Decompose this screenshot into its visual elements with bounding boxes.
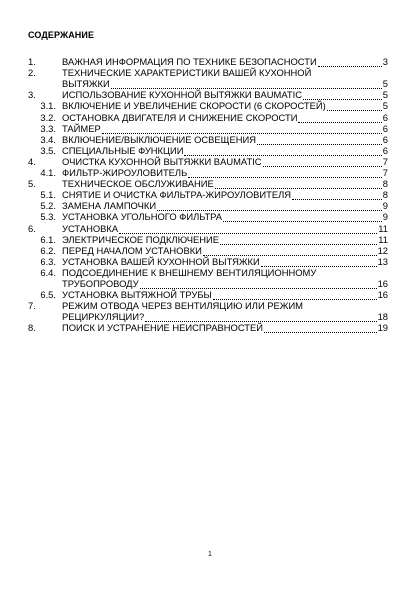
toc-entry-page: 18 xyxy=(377,311,388,323)
toc-entry-line xyxy=(62,223,388,234)
dot-leader xyxy=(263,158,382,167)
toc-entry-line xyxy=(62,234,388,245)
toc-entry-line xyxy=(62,200,388,211)
dot-leader xyxy=(111,80,382,89)
toc-entry-number: 3.2. xyxy=(40,111,56,123)
toc-entry-line xyxy=(62,89,388,100)
toc-entry-page: 6 xyxy=(382,144,388,156)
toc-entry-number: 6. xyxy=(28,222,36,234)
toc-entry-title: УСТАНОВКА УГОЛЬНОГО ФИЛЬТРА xyxy=(62,211,223,223)
toc-entry-number: 6.5. xyxy=(40,289,56,301)
toc-entry-title: ОСТАНОВКА ДВИГАТЕЛЯ И СНИЖЕНИЕ СКОРОСТИ xyxy=(62,111,298,123)
page-title: СОДЕРЖАНИЕ xyxy=(28,30,95,40)
toc-entry-line xyxy=(62,300,388,311)
toc-entry-page: 6 xyxy=(382,111,388,123)
toc-entry-number: 5.2. xyxy=(40,200,56,212)
toc-entry-title: ПОДСОЕДИНЕНИЕ К ВНЕШНЕМУ ВЕНТИЛЯЦИОННОМУ xyxy=(62,266,317,278)
toc-entry-title: СПЕЦИАЛЬНЫЕ ФУНКЦИИ xyxy=(62,144,184,156)
toc-entry-title: УСТАНОВКА xyxy=(62,222,119,234)
dot-leader xyxy=(157,202,382,211)
toc-entry-page: 8 xyxy=(382,189,388,201)
toc-entry-number: 5.1. xyxy=(40,189,56,201)
dot-leader xyxy=(140,280,377,289)
dot-leader xyxy=(223,213,382,222)
toc-entry-page: 16 xyxy=(377,289,388,301)
toc-entry-line xyxy=(62,167,388,178)
toc-entry-line xyxy=(62,67,388,78)
toc-entry-title: ПЕРЕД НАЧАЛОМ УСТАНОВКИ xyxy=(62,244,202,256)
dot-leader xyxy=(298,114,381,123)
toc-entry-line xyxy=(62,245,388,256)
toc-entry-page: 6 xyxy=(382,122,388,134)
toc-entry-line xyxy=(62,134,388,145)
toc-entry-page: 8 xyxy=(382,178,388,190)
toc-entry-line xyxy=(62,78,388,89)
dot-leader xyxy=(318,58,382,67)
toc-entry-page: 7 xyxy=(382,167,388,178)
toc-entry-number: 6.1. xyxy=(40,233,56,245)
toc-entry-number: 3.1. xyxy=(40,100,56,112)
toc-entry-title: СНЯТИЕ И ОЧИСТКА ФИЛЬТРА-ЖИРОУЛОВИТЕЛЯ xyxy=(62,189,292,201)
toc-entry-title: ПОИСК И УСТРАНЕНИЕ НЕИСПРАВНОСТЕЙ xyxy=(62,322,263,334)
toc-entry-line xyxy=(62,289,388,300)
toc-entry-line xyxy=(62,256,388,267)
dot-leader xyxy=(184,147,381,156)
page-number: 1 xyxy=(208,551,212,558)
toc-entry-line xyxy=(62,189,388,200)
toc-entry-page: 16 xyxy=(377,278,388,289)
toc-entry-page: 13 xyxy=(377,255,388,267)
dot-leader xyxy=(215,180,382,189)
toc-entry-line xyxy=(62,322,388,333)
dot-leader xyxy=(261,258,377,267)
toc-entry-number: 3.4. xyxy=(40,133,56,145)
toc-entry-title: ТРУБОПРОВОДУ xyxy=(62,278,139,289)
toc-entry-page: 12 xyxy=(377,244,388,256)
toc-entry-line xyxy=(62,178,388,189)
toc-entry-page: 5 xyxy=(382,89,388,101)
toc-entry-line xyxy=(62,311,388,322)
dot-leader xyxy=(220,236,377,245)
toc-entry-page: 7 xyxy=(382,155,388,167)
toc-entry-title: ВАЖНАЯ ИНФОРМАЦИЯ ПО ТЕХНИКЕ БЕЗОПАСНОСТИ xyxy=(62,56,317,67)
toc-entry-line xyxy=(62,112,388,123)
dot-leader xyxy=(203,247,377,256)
toc-entry-title: ТЕХНИЧЕСКОЕ ОБСЛУЖИВАНИЕ xyxy=(62,178,214,190)
toc-entry-line xyxy=(62,123,388,134)
toc-entry-title: ВЫТЯЖКИ xyxy=(62,78,110,90)
dot-leader xyxy=(292,191,382,200)
toc-entry-page: 9 xyxy=(382,200,388,212)
dot-leader xyxy=(303,91,382,100)
toc-entry-line xyxy=(62,56,388,67)
toc-entry-number: 7. xyxy=(28,300,36,312)
toc-entry-number: 2. xyxy=(28,67,36,79)
toc-entry-page: 5 xyxy=(382,100,388,112)
dot-leader xyxy=(257,136,382,145)
toc-entry-title: ЭЛЕКТРИЧЕСКОЕ ПОДКЛЮЧЕНИЕ xyxy=(62,233,219,245)
toc-entry-number: 4.1. xyxy=(40,167,56,178)
dot-leader xyxy=(213,291,377,300)
toc-entry-title: ВКЛЮЧЕНИЕ И УВЕЛИЧЕНИЕ СКОРОСТИ (6 СКОРОСТЕЙ) xyxy=(62,100,326,112)
toc-entry-line xyxy=(62,278,388,289)
dot-leader xyxy=(264,324,377,333)
toc-entry-title: ЗАМЕНА ЛАМПОЧКИ xyxy=(62,200,157,212)
toc-entry-page: 11 xyxy=(378,233,388,245)
toc-entry-title: ИСПОЛЬЗОВАНИЕ КУХОННОЙ ВЫТЯЖКИ BAUMATIC xyxy=(62,89,303,101)
toc-entry-line xyxy=(62,145,388,156)
dot-leader xyxy=(327,102,382,111)
dot-leader xyxy=(102,125,382,134)
toc-entry-page: 19 xyxy=(377,322,388,334)
toc-entry-line xyxy=(62,211,388,222)
toc-entry-page: 11 xyxy=(378,222,388,234)
toc-entry-title: РЕЖИМ ОТВОДА ЧЕРЕЗ ВЕНТИЛЯЦИЮ ИЛИ РЕЖИМ xyxy=(62,300,303,312)
toc-entry-title: ТЕХНИЧЕСКИЕ ХАРАКТЕРИСТИКИ ВАШЕЙ КУХОННОЙ xyxy=(62,67,312,79)
toc-entry-title: УСТАНОВКА ВАШЕЙ КУХОННОЙ ВЫТЯЖКИ xyxy=(62,255,260,267)
toc-entry-title: ОЧИСТКА КУХОННОЙ ВЫТЯЖКИ BAUMATIC xyxy=(62,155,262,167)
toc-entry-page: 3 xyxy=(382,56,388,67)
toc-entry-number: 6.3. xyxy=(40,255,56,267)
dot-leader xyxy=(188,169,382,178)
toc-entry-title: ТАЙМЕР xyxy=(62,122,101,134)
toc-entry-number: 3. xyxy=(28,89,36,101)
toc-entry-line xyxy=(62,156,388,167)
dot-leader xyxy=(119,225,377,234)
toc-entry-number: 5.3. xyxy=(40,211,56,223)
toc-entry-title: РЕЦИРКУЛЯЦИИ? xyxy=(62,311,145,323)
toc-entry-title: ФИЛЬТР-ЖИРОУЛОВИТЕЛЬ xyxy=(62,167,188,178)
toc-entry-title: ВКЛЮЧЕНИЕ/ВЫКЛЮЧЕНИЕ ОСВЕЩЕНИЯ xyxy=(62,133,256,145)
toc-entry-number: 3.5. xyxy=(40,144,56,156)
toc-entry-number: 5. xyxy=(28,178,36,190)
toc-entry-line xyxy=(62,100,388,111)
toc-entry-number: 4. xyxy=(28,155,36,167)
dot-leader xyxy=(145,313,376,322)
toc-entry-number: 3.3. xyxy=(40,122,56,134)
toc-entry-page: 9 xyxy=(382,211,388,223)
toc-entry-number: 6.2. xyxy=(40,244,56,256)
toc-entry-number: 8. xyxy=(28,322,36,334)
toc-entry-number: 6.4. xyxy=(40,266,56,278)
toc-entry-title: УСТАНОВКА ВЫТЯЖНОЙ ТРУБЫ xyxy=(62,289,212,301)
toc-entry-line xyxy=(62,267,388,278)
toc-entry-page: 6 xyxy=(382,133,388,145)
toc-entry-page: 5 xyxy=(382,78,388,90)
toc-entry-number: 1. xyxy=(28,56,36,67)
